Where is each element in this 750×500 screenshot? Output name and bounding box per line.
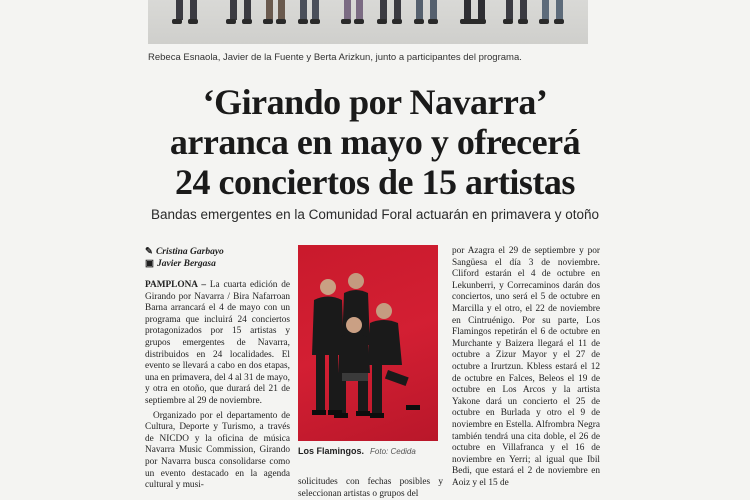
band-photo [298, 245, 438, 441]
pen-icon: ✎ [145, 247, 153, 257]
subheadline: Bandas emergentes en la Comunidad Foral actuarán en primavera y otoño [150, 207, 599, 222]
top-photo [148, 0, 588, 44]
headline-line: 24 conciertos de 15 artistas [175, 162, 575, 202]
article-column-right [452, 246, 600, 500]
article-column-left [145, 280, 290, 500]
article-paragraph: Organizado por el departamento de Cultura, Deporte y Turismo, a través de NICDO y la oficina de música Navarra Music Commission, Girando por Navarra busca consolidarse como un evento destacado en la agenda cultural y musi- [145, 410, 290, 491]
article-column-middle [298, 477, 443, 500]
article-paragraph: por Azagra el 29 de septiembre y por Sangüesa el día 3 de noviembre. Cliford estarán el 4 de octubre en Lekunberri, y Correcaminos darán dos conciertos, uno será el 5 de octubre en Marcilla y el otro, el 22 de noviembre en Cintruénigo. Por su parte, Los Flamingos repetirán el 6 de octubre en Murchante y Baizera llegará el 11 de octubre a Zizur Mayor y el 27 de octubre a Irurtzun. Kbless estará el 12 de octubre en Falces, Beleos el 19 de octubre en Los Arcos y la artista Yakone dará un concierto el 25 de octubre en Burlada y otro el 9 de noviembre en Estella. Alfrombra Negra también tendrá una cita doble, el 26 de octubre en Villafranca y el 16 de noviembre en Yerri; al igual que Ibil Bedi, que estará el 2 de noviembre en Aoiz y el 15 de [452, 246, 600, 488]
article-paragraph: solicitudes con fechas posibles y seleccionan artistas o grupos del [298, 477, 443, 499]
dateline: PAMPLONA – [145, 280, 206, 290]
photo-credit: Foto: Cedida [370, 447, 416, 456]
camera-icon: ▣ [145, 259, 154, 269]
photographer-name: Javier Bergasa [156, 259, 216, 269]
headline-line: arranca en mayo y ofrecerá [169, 122, 581, 162]
byline-photographer [145, 258, 216, 269]
headline-line: ‘Girando por Navarra’ [202, 82, 548, 122]
article-paragraph: La cuarta edición de Girando por Navarra / Bira Nafarroan Barna arrancará el 4 de mayo con un programa que incluirá 24 conciertos protagonizados por 15 artistas y grupos emergentes de Navarra, distribuidos en 24 localidades. El evento se llevará a cabo en dos etapas, una en primavera, del 4 al 31 de mayo, y otra en otoño, que durará del 21 de septiembre al 29 de noviembre. [145, 280, 290, 406]
headline [120, 82, 630, 202]
top-photo-caption: Rebeca Esnaola, Javier de la Fuente y Berta Arizkun, junto a participantes del programa. [148, 52, 522, 63]
author-name: Cristina Garbayo [155, 247, 224, 257]
band-photo-caption-text: Los Flamingos. [298, 446, 365, 456]
byline-author [145, 246, 224, 257]
band-photo-caption [298, 446, 416, 456]
